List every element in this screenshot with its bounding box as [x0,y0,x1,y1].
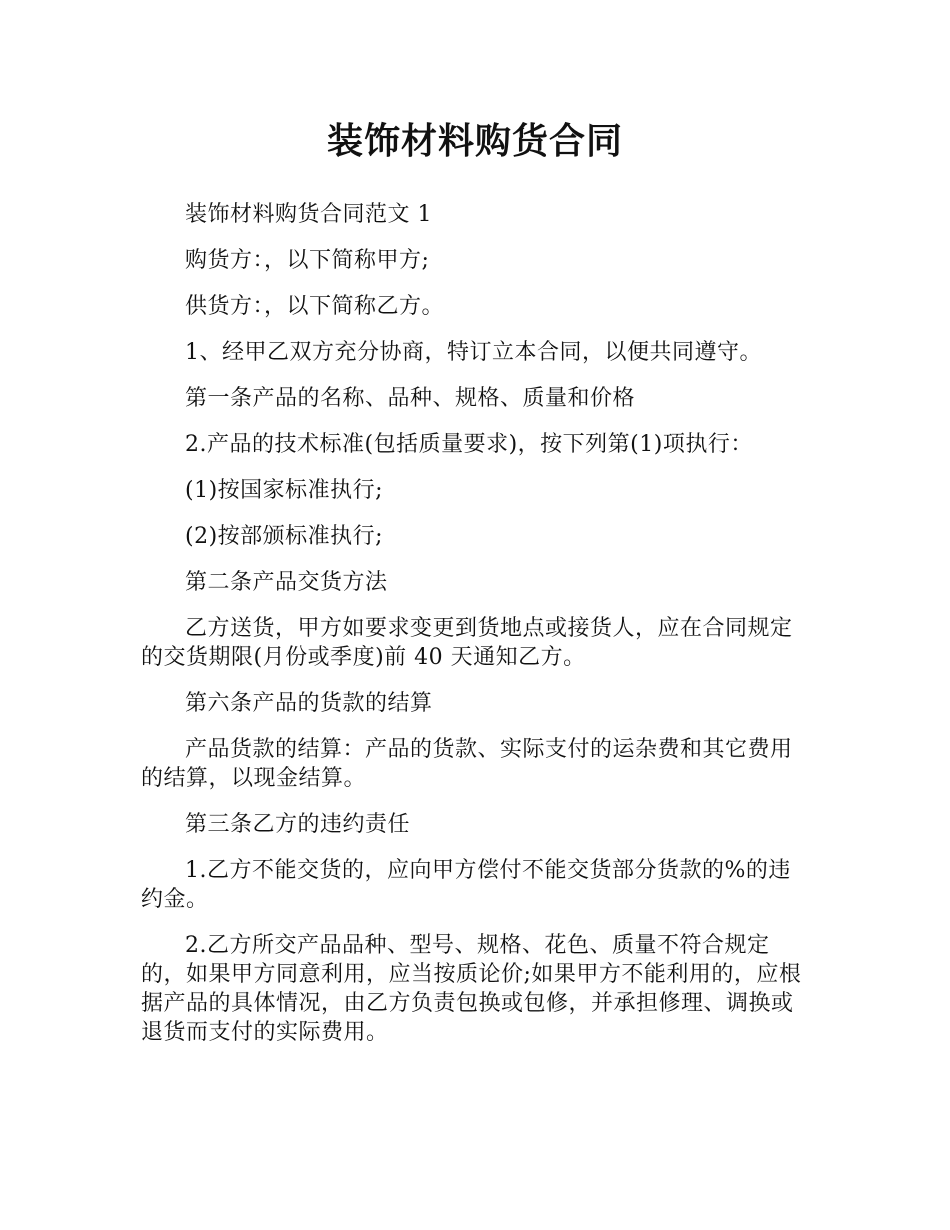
paragraph-nonconforming-products: 2.乙方所交产品品种、型号、规格、花色、质量不符合规定的，如果甲方同意利用，应当按质论价;如果甲方不能利用的，应根据产品的具体情况，由乙方负责包换或包修，并承担修理、调换或退货而支付的实际费用。 [141,933,802,1045]
paragraph-technical-standard: 2.产品的技术标准(包括质量要求)，按下列第(1)项执行： [185,432,753,457]
paragraph-ministry-standard: (2)按部颁标准执行; [185,524,384,549]
document-body [141,200,811,1064]
paragraph-national-standard: (1)按国家标准执行; [185,478,384,503]
paragraph-agreement: 1、经甲乙双方充分协商，特订立本合同，以便共同遵守。 [185,340,762,365]
article-3-heading: 第三条乙方的违约责任 [185,812,411,837]
paragraph-buyer: 购货方：，以下简称甲方; [185,248,430,273]
article-6-heading: 第六条产品的货款的结算 [185,691,433,716]
paragraph-sample-heading: 装饰材料购货合同范文 1 [185,202,432,227]
article-2-heading: 第二条产品交货方法 [185,570,388,595]
paragraph-payment-settlement: 产品货款的结算：产品的货款、实际支付的运杂费和其它费用的结算，以现金结算。 [141,737,793,791]
document-title: 装饰材料购货合同 [326,121,623,162]
paragraph-delivery-change: 乙方送货，甲方如要求变更到货地点或接货人，应在合同规定的交货期限(月份或季度)前 40 天通知乙方。 [141,616,793,670]
article-1-heading: 第一条产品的名称、品种、规格、质量和价格 [185,386,636,411]
paragraph-non-delivery-penalty: 1.乙方不能交货的，应向甲方偿付不能交货部分货款的%的违约金。 [141,858,791,912]
paragraph-supplier: 供货方：，以下简称乙方。 [185,294,445,319]
